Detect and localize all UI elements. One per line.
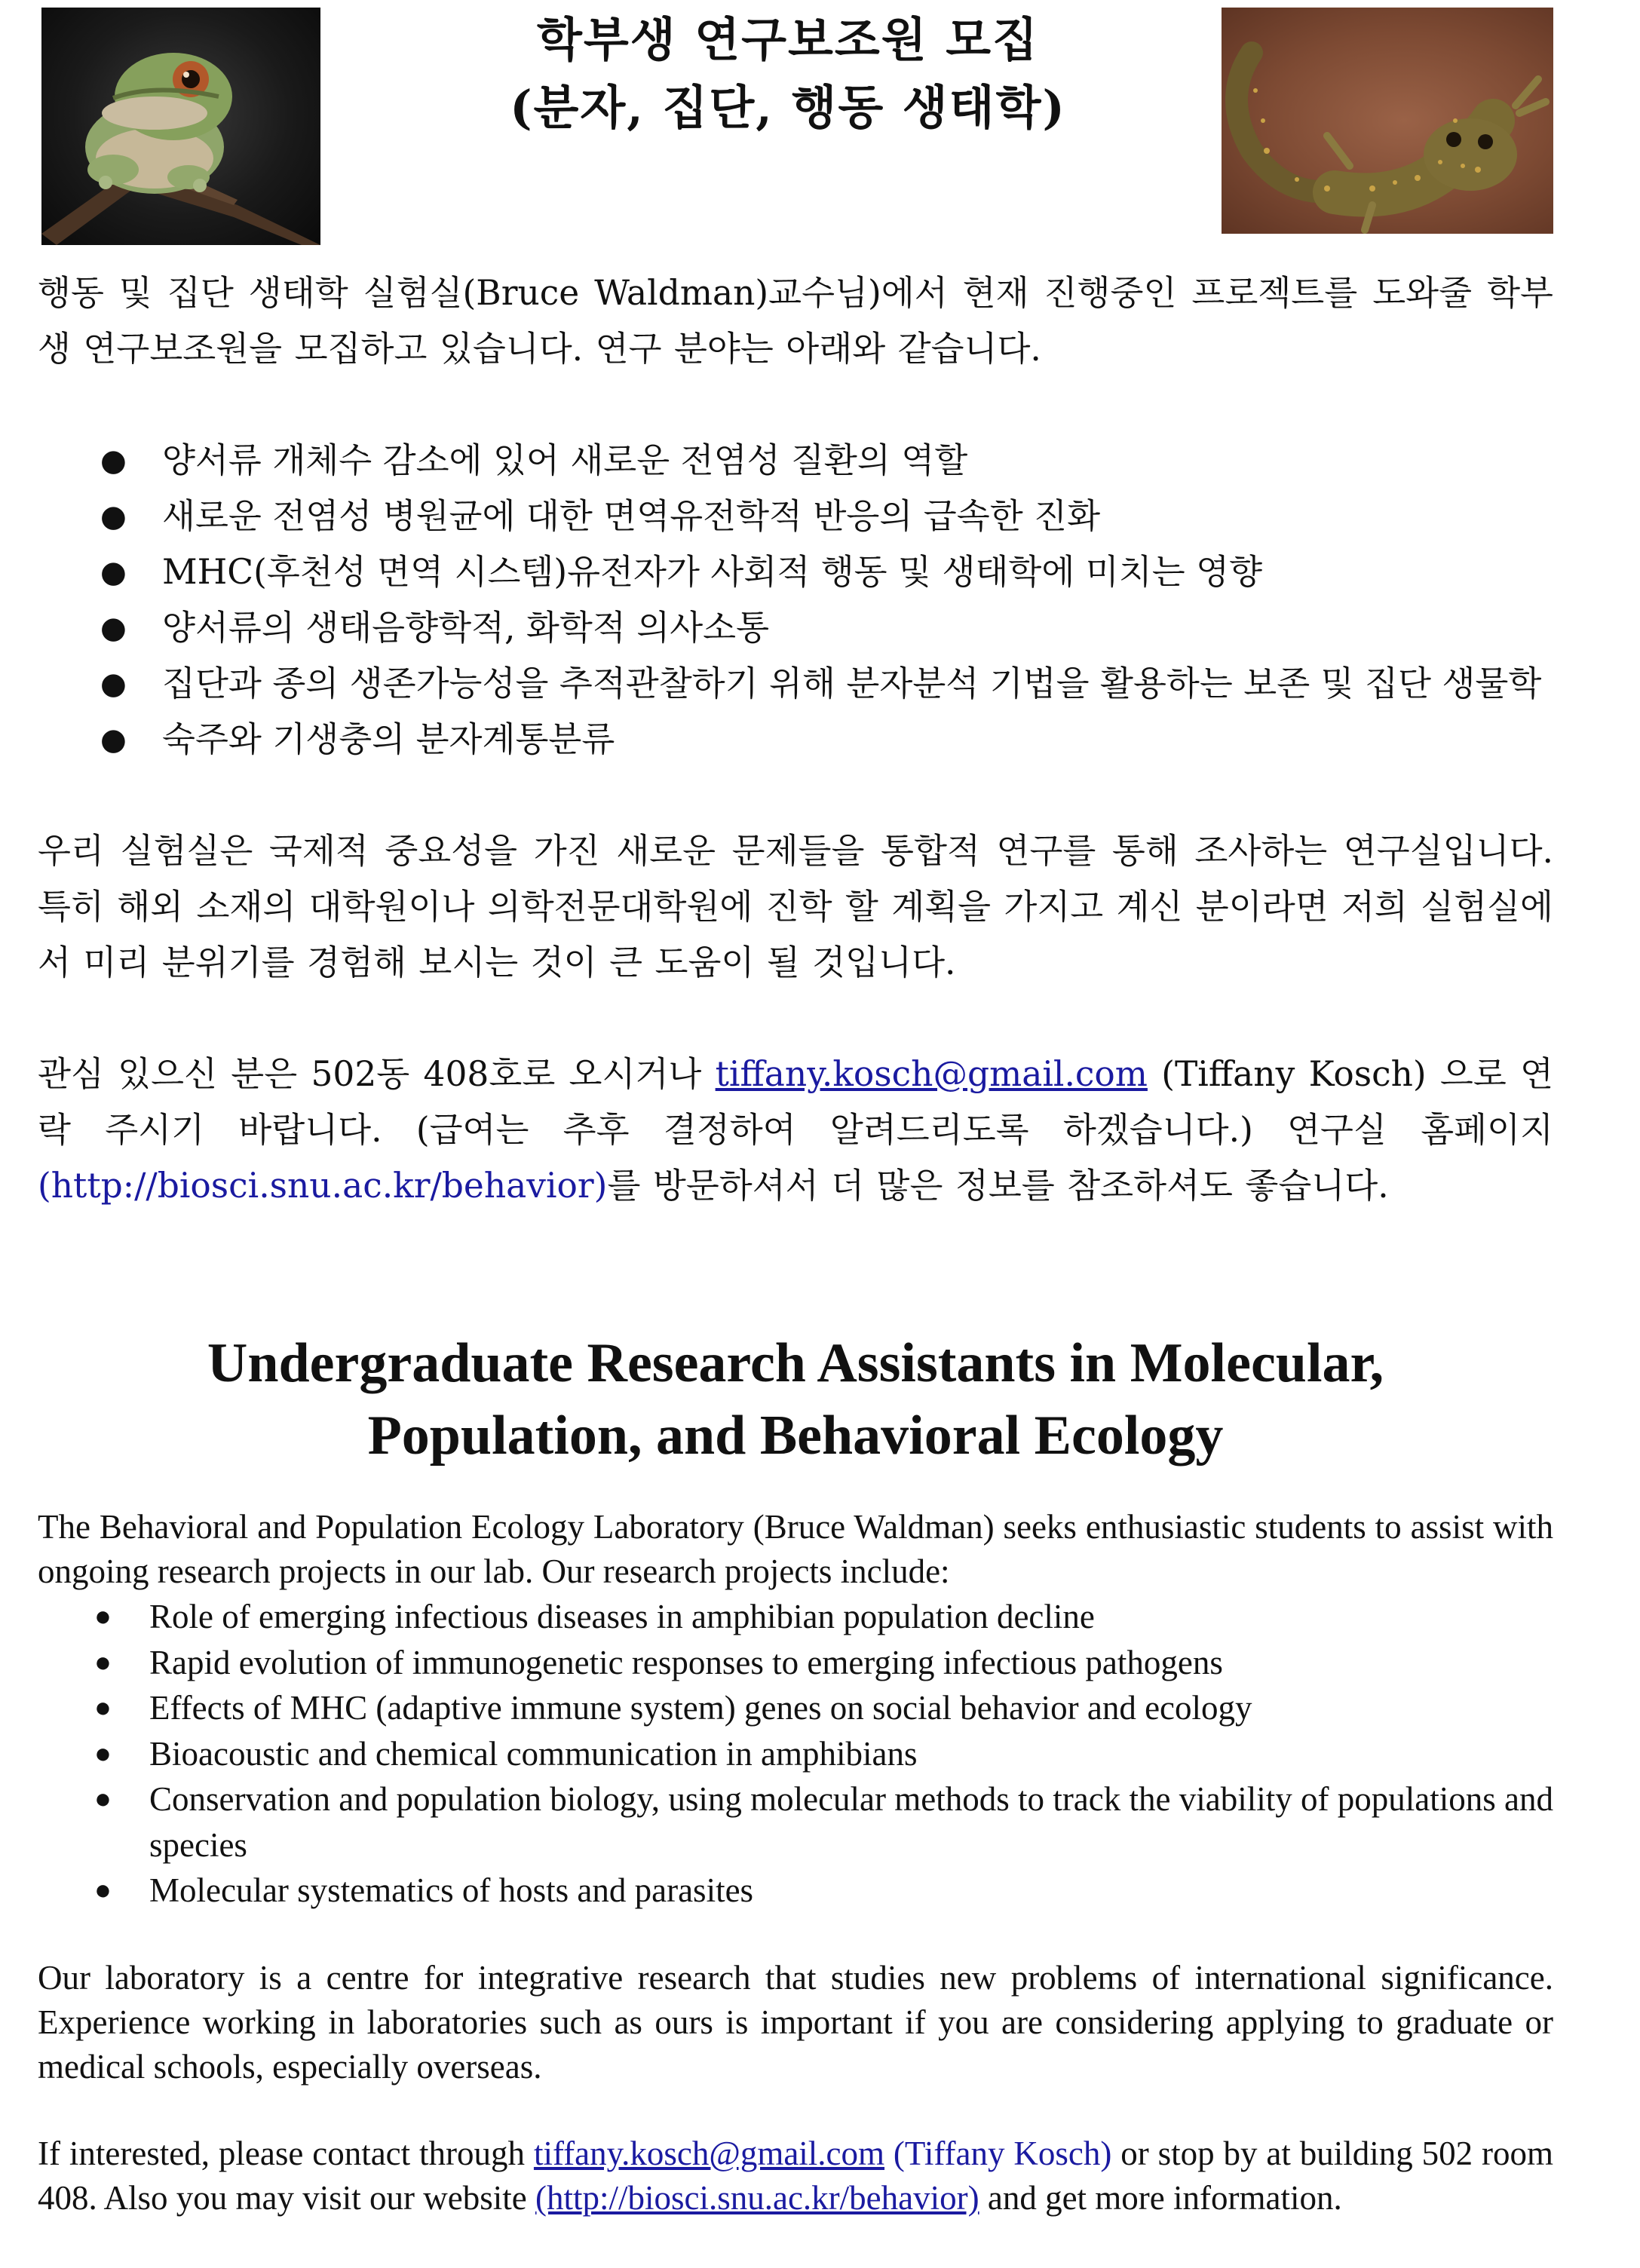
bullet-icon: ● bbox=[100, 667, 127, 701]
korean-intro-paragraph bbox=[38, 265, 1553, 377]
bullet-icon: ● bbox=[94, 1874, 112, 1906]
list-item-text: Molecular systematics of hosts and parasites bbox=[149, 1871, 754, 1909]
english-contact-mid: or stop by at building 502 room 408. Also you may visit our website bbox=[38, 2135, 1553, 2217]
english-email-link[interactable]: tiffany.kosch@gmail.com bbox=[533, 2135, 885, 2172]
korean-title-line2: (분자, 집단, 행동 생태학) bbox=[510, 80, 1066, 135]
korean-contact-end: 를 방문하셔서 더 많은 정보를 참조하셔도 좋습니다. bbox=[607, 1166, 1389, 1206]
list-item bbox=[38, 1640, 1553, 1686]
korean-contact-text bbox=[38, 1047, 1553, 1214]
list-item bbox=[38, 433, 1553, 489]
salamander-photo bbox=[1222, 8, 1553, 234]
list-item-text: Effects of MHC (adaptive immune system) genes on social behavior and ecology bbox=[149, 1689, 1252, 1727]
bullet-icon: ● bbox=[94, 1646, 112, 1678]
list-item bbox=[38, 656, 1553, 712]
list-item bbox=[38, 1594, 1553, 1640]
english-intro-paragraph bbox=[38, 1505, 1553, 1594]
list-item-text: Bioacoustic and chemical communication in amphibians bbox=[149, 1734, 918, 1773]
bullet-icon: ● bbox=[100, 722, 127, 757]
list-item bbox=[38, 1776, 1553, 1868]
bullet-icon: ● bbox=[94, 1737, 112, 1770]
english-contact-name: (Tiffany Kosch) bbox=[884, 2135, 1112, 2172]
english-intro-text: The Behavioral and Population Ecology Laboratory (Bruce Waldman) seeks enthusiastic students to assist with ongoing research projects in our lab. Our research projects include: bbox=[38, 1508, 1553, 1590]
english-contact-lead: If interested, please contact through bbox=[38, 2135, 534, 2172]
english-title-line2: Population, and Behavioral Ecology bbox=[367, 1405, 1224, 1467]
list-item-text: Rapid evolution of immunogenetic responses to emerging infectious pathogens bbox=[149, 1643, 1223, 1681]
korean-title-line1: 학부생 연구보조원 모집 bbox=[536, 12, 1040, 67]
bullet-icon: ● bbox=[100, 443, 127, 478]
english-website-link[interactable]: (http://biosci.snu.ac.kr/behavior) bbox=[535, 2179, 979, 2217]
korean-research-list bbox=[38, 433, 1553, 768]
bullet-icon: ● bbox=[100, 611, 127, 645]
bullet-icon: ● bbox=[100, 555, 127, 590]
salamander-illustration bbox=[1222, 8, 1553, 234]
list-item bbox=[38, 712, 1553, 768]
english-contact-text bbox=[38, 2132, 1553, 2220]
list-item bbox=[38, 489, 1553, 544]
korean-website-link[interactable]: (http://biosci.snu.ac.kr/behavior) bbox=[38, 1166, 608, 1206]
list-item-text: Conservation and population biology, using molecular methods to track the viability of populations and species bbox=[149, 1780, 1553, 1864]
list-item bbox=[38, 1731, 1553, 1777]
list-item bbox=[38, 1868, 1553, 1914]
english-contact-paragraph bbox=[38, 2132, 1553, 2220]
bullet-icon: ● bbox=[94, 1783, 112, 1815]
bullet-icon: ● bbox=[94, 1601, 112, 1632]
list-item-text: MHC(후천성 면역 시스템)유전자가 사회적 행동 및 생태학에 미치는 영향 bbox=[162, 552, 1263, 592]
list-item bbox=[38, 1685, 1553, 1731]
list-item-text: 양서류의 생태음향학적, 화학적 의사소통 bbox=[162, 608, 770, 648]
korean-contact-paragraph bbox=[38, 1047, 1553, 1214]
list-item bbox=[38, 600, 1553, 656]
frog-illustration bbox=[41, 8, 320, 245]
frog-photo bbox=[41, 8, 320, 245]
english-lab-description bbox=[38, 1956, 1553, 2089]
list-item-text: 새로운 전염성 병원균에 대한 면역유전학적 반응의 급속한 진화 bbox=[162, 496, 1101, 536]
korean-contact-mid: (Tiffany Kosch) 으로 연락 주시기 바랍니다. (급여는 추후 결정하여 알려드리도록 하겠습니다.) 연구실 홈페이지 bbox=[38, 1054, 1554, 1150]
english-contact-end: and get more information. bbox=[979, 2179, 1342, 2217]
list-item-text: 집단과 종의 생존가능성을 추적관찰하기 위해 분자분석 기법을 활용하는 보존 및 집단 생물학 bbox=[162, 664, 1542, 703]
bullet-icon: ● bbox=[100, 499, 127, 534]
english-research-list bbox=[38, 1594, 1553, 1914]
korean-lab-description-text: 우리 실험실은 국제적 중요성을 가진 새로운 문제들을 통합적 연구를 통해 조사하는 연구실입니다. 특히 해외 소재의 대학원이나 의학전문대학원에 진학 할 계획을 가지고 계신 분이라면 저희 실험실에서 미리 분위기를 경험해 보시는 것이 큰 도움이 될 것입니다. bbox=[38, 831, 1553, 982]
bullet-icon: ● bbox=[94, 1692, 112, 1724]
korean-lab-description bbox=[38, 823, 1553, 991]
list-item-text: 양서류 개체수 감소에 있어 새로운 전염성 질환의 역할 bbox=[162, 440, 968, 480]
list-item-text: Role of emerging infectious diseases in amphibian population decline bbox=[149, 1598, 1095, 1635]
korean-contact-lead: 관심 있으신 분은 502동 408호로 오시거나 bbox=[38, 1054, 716, 1094]
korean-email-link[interactable]: tiffany.kosch@gmail.com bbox=[715, 1054, 1148, 1094]
english-lab-description-text: Our laboratory is a centre for integrative research that studies new problems of international significance. Experience working in laboratories such as ours is important if you are considering applying to graduate or medical schools, especially overseas. bbox=[38, 1959, 1553, 2086]
korean-intro-text: 행동 및 집단 생태학 실험실(Bruce Waldman)교수님)에서 현재 진행중인 프로젝트를 도와줄 학부생 연구보조원을 모집하고 있습니다. 연구 분야는 아래와 같습니다. bbox=[38, 273, 1553, 369]
list-item bbox=[38, 544, 1553, 600]
english-title-line1: Undergraduate Research Assistants in Molecular, bbox=[207, 1332, 1384, 1394]
list-item-text: 숙주와 기생충의 분자계통분류 bbox=[162, 719, 615, 759]
